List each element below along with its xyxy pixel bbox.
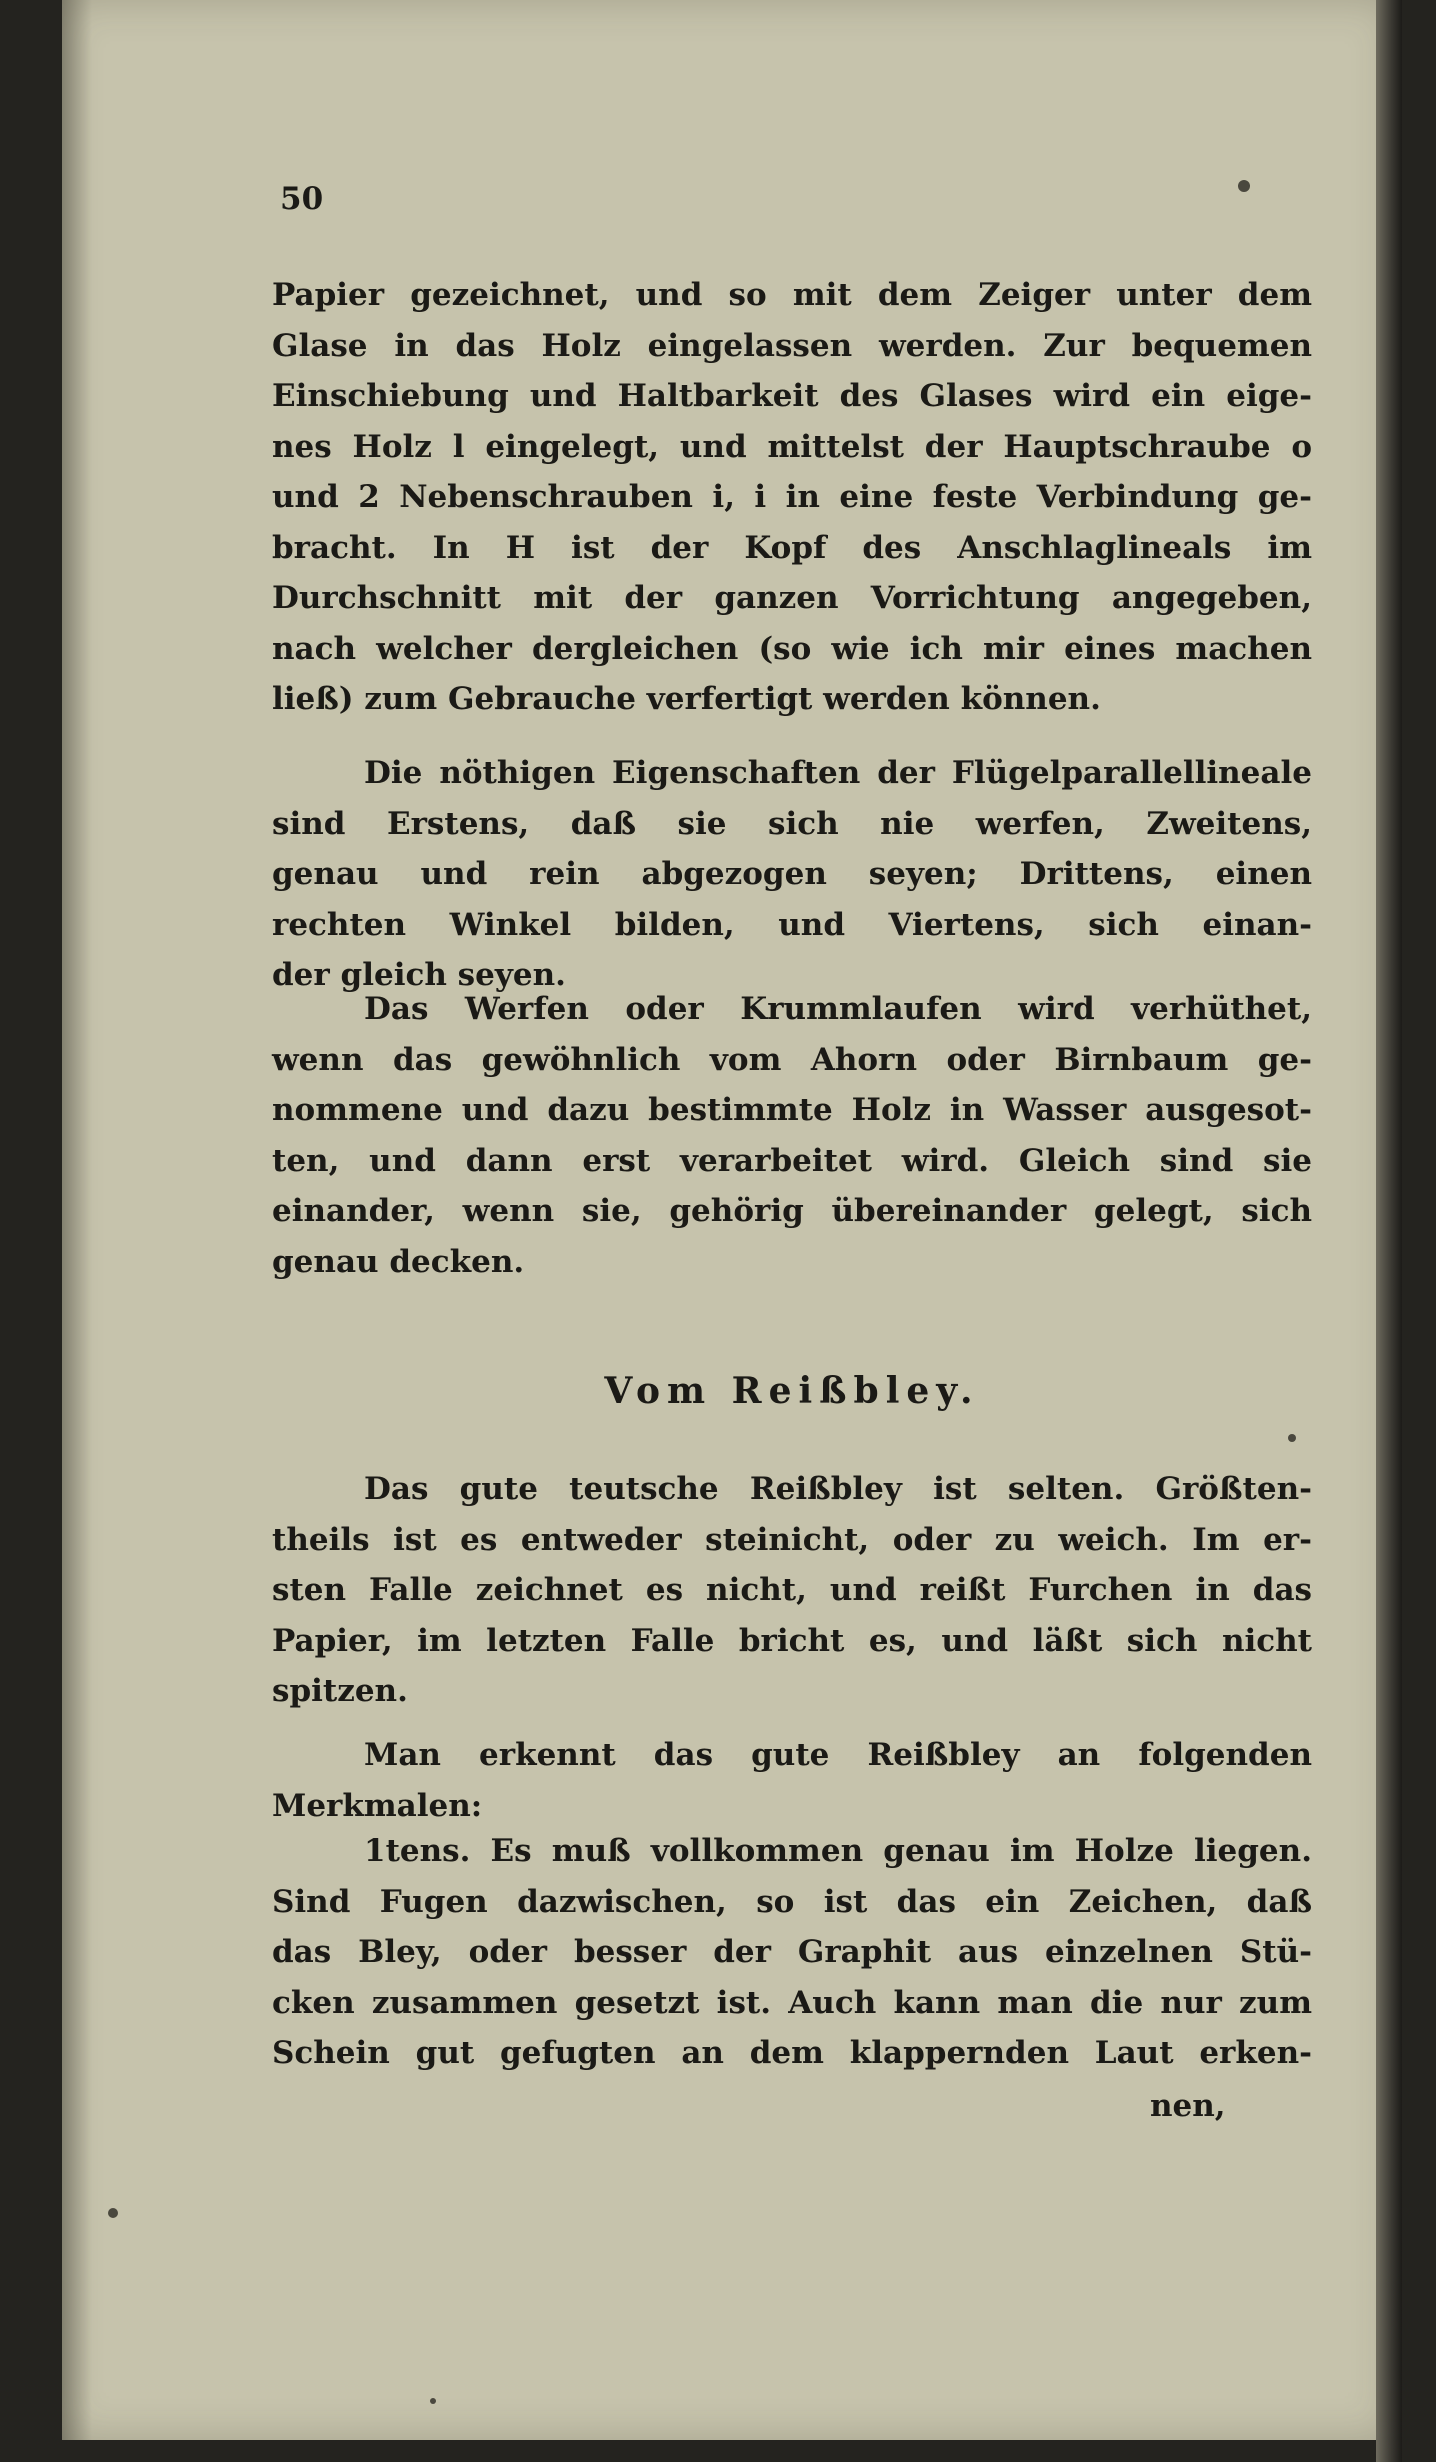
text-line: bracht. In H ist der Kopf des Anschlaglineals im	[272, 529, 1312, 566]
catchword: nen,	[1150, 2088, 1226, 2124]
text-line: Die nöthigen Eigenschaften der Flügelparallellineale	[364, 755, 1312, 791]
text-line: Schein gut gefugten an dem klappernden Laut erken-	[272, 2035, 1312, 2071]
text-line: ließ) zum Gebrauche verfertigt werden können.	[272, 681, 1101, 717]
text-line: Das Werfen oder Krummlaufen wird verhüthet,	[364, 991, 1312, 1027]
paragraph-5	[272, 1730, 1312, 1831]
paper-speck	[1288, 1434, 1296, 1442]
binding-shadow	[62, 0, 92, 2440]
text-line: Das gute teutsche Reißbley ist selten. Größten-	[364, 1471, 1312, 1507]
text-line: nes Holz l eingelegt, und mittelst der Hauptschraube o	[272, 428, 1312, 465]
text-line: nommene und dazu bestimmte Holz in Wasser ausgesot-	[272, 1092, 1312, 1128]
text-line: genau decken.	[272, 1243, 525, 1280]
text-line: Durchschnitt mit der ganzen Vorrichtung angegeben,	[272, 580, 1312, 616]
paragraph-4	[272, 1464, 1312, 1717]
text-line: und 2 Nebenschrauben i, i in eine feste Verbindung ge-	[272, 479, 1312, 515]
text-line: cken zusammen gesetzt ist. Auch kann man die nur zum	[272, 1984, 1312, 2021]
page-edge	[1376, 0, 1402, 2462]
text-line: einander, wenn sie, gehörig übereinander gelegt, sich	[272, 1193, 1312, 1229]
paper-speck	[1238, 180, 1250, 192]
paper-speck	[430, 2398, 436, 2404]
text-line: sind Erstens, daß sie sich nie werfen, Zweitens,	[272, 805, 1312, 842]
text-line: rechten Winkel bilden, und Viertens, sich einan-	[272, 906, 1312, 943]
text-line: sten Falle zeichnet es nicht, und reißt Furchen in das	[272, 1572, 1312, 1608]
text-line: Einschiebung und Haltbarkeit des Glases wird ein eige-	[272, 378, 1312, 414]
text-line: wenn das gewöhnlich vom Ahorn oder Birnbaum ge-	[272, 1041, 1312, 1078]
text-line: Man erkennt das gute Reißbley an folgenden	[364, 1737, 1312, 1773]
paragraph-6	[272, 1826, 1312, 2079]
text-line: Merkmalen:	[272, 1787, 483, 1824]
text-line: Papier gezeichnet, und so mit dem Zeiger unter dem	[272, 277, 1312, 313]
page-number: 50	[280, 181, 324, 217]
text-line: der gleich seyen.	[272, 957, 566, 993]
text-line: ten, und dann erst verarbeitet wird. Gleich sind sie	[272, 1142, 1312, 1179]
text-line: nach welcher dergleichen (so wie ich mir eines machen	[272, 630, 1312, 667]
paragraph-3	[272, 984, 1312, 1287]
text-line: spitzen.	[272, 1673, 408, 1709]
text-line: das Bley, oder besser der Graphit aus einzelnen Stü-	[272, 1934, 1312, 1970]
paper-speck	[108, 2208, 118, 2218]
paragraph-1	[272, 270, 1312, 725]
text-line: theils ist es entweder steinicht, oder zu weich. Im er-	[272, 1521, 1312, 1558]
section-heading: Vom Reißbley.	[604, 1370, 980, 1412]
text-line: Glase in das Holz eingelassen werden. Zur bequemen	[272, 327, 1312, 364]
paragraph-2	[272, 748, 1312, 1001]
text-line: 1tens. Es muß vollkommen genau im Holze liegen.	[364, 1833, 1312, 1869]
text-line: Sind Fugen dazwischen, so ist das ein Zeichen, daß	[272, 1883, 1312, 1920]
text-line: Papier, im letzten Falle bricht es, und läßt sich nicht	[272, 1622, 1312, 1659]
text-line: genau und rein abgezogen seyen; Drittens, einen	[272, 856, 1312, 892]
